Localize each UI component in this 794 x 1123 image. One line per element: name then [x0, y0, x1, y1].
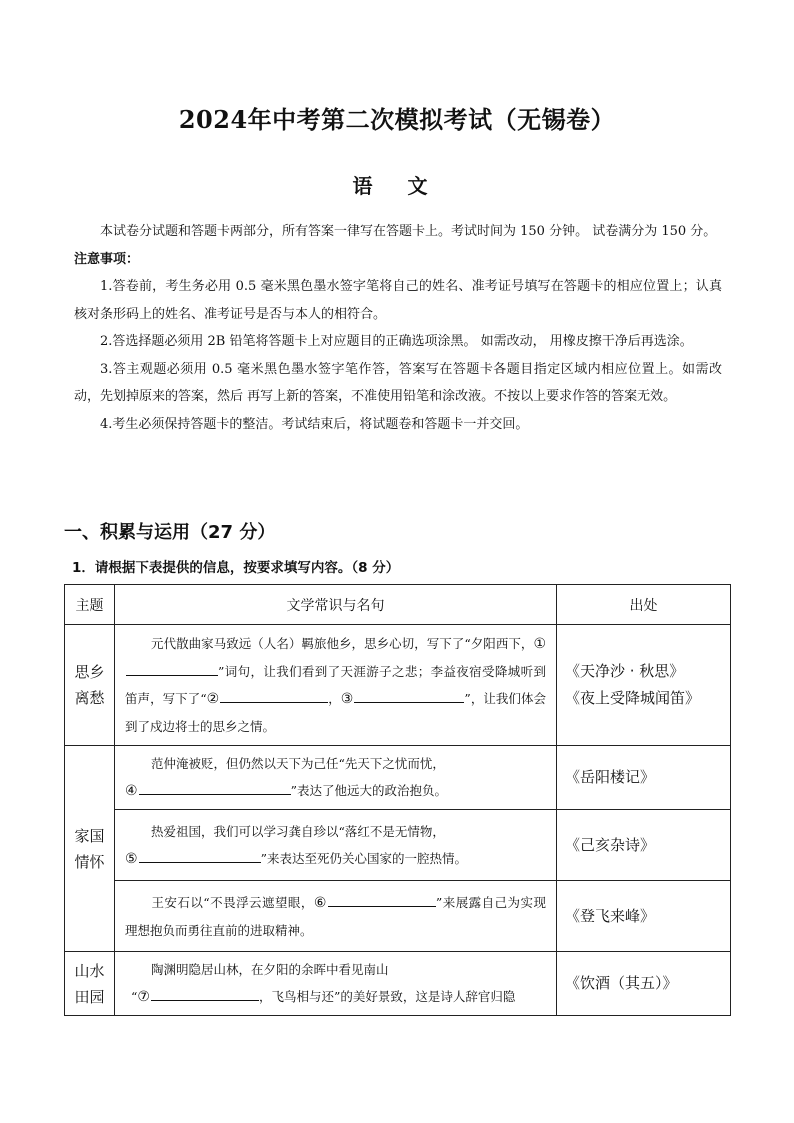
- theme-cell: [65, 952, 115, 1016]
- content-text: ，: [328, 691, 341, 706]
- blank-number: ⑦: [137, 989, 150, 1005]
- blank-number: ④: [125, 783, 138, 799]
- answer-blank-6[interactable]: [328, 892, 436, 907]
- question-title: 1．请根据下表提供的信息，按要求填写内容。（8 分）: [72, 560, 400, 576]
- answer-blank-7[interactable]: [151, 986, 259, 1001]
- notice-item: 3.答主观题必须用 0.5 毫米黑色墨水签字笔作答，答案写在答题卡各题目指定区域内相应位置上。如需改动，先划掉原来的答案，然后 再写上新的答案，不准使用铅笔和涂改液。不按以上要求作答的答案无效。: [74, 361, 722, 404]
- instructions: [74, 218, 722, 438]
- table-row: [65, 746, 731, 810]
- section-title: 一、积累与运用（27 分）: [64, 522, 276, 543]
- notice-item: 1.答卷前，考生务必用 0.5 毫米黑色墨水签字笔将自己的姓名、准考证号填写在答题卡的相应位置上；认真核对条形码上的姓名、准考证号是否与本人的相符合。: [74, 279, 722, 322]
- source-cell: [557, 625, 731, 746]
- column-header-theme: 主题: [65, 585, 115, 625]
- blank-number: ⑤: [125, 850, 138, 867]
- content-text: 王安石以“不畏浮云遮望眼，: [151, 894, 314, 910]
- content-text: ”来表达至死仍关心国家的一腔热情。: [260, 850, 467, 866]
- theme-label: 家国情怀: [74, 826, 105, 871]
- blank-number: ②: [206, 691, 220, 707]
- content-text: ”来展露自己为实现理想抱负而勇往直前的进取精神。: [125, 894, 546, 938]
- content-cell: [115, 810, 557, 881]
- intro-paragraph: 本试卷分试题和答题卡两部分，所有答案一律写在答题卡上。考试时间为 150 分钟。 试卷满分为 150 分。: [100, 224, 717, 239]
- blank-number: ①: [533, 636, 546, 652]
- content-text: ”表达了他远大的政治抱负。: [290, 783, 447, 798]
- answer-blank-2[interactable]: [220, 688, 328, 703]
- notice-title: 注意事项：: [74, 251, 140, 267]
- table-row: [65, 625, 731, 746]
- source-text: 《夜上受降城闻笛》: [565, 689, 701, 707]
- theme-label: 思乡离愁: [74, 663, 105, 707]
- source-text: 《饮酒（其五）》: [565, 974, 678, 992]
- content-text: 热爱祖国，我们可以学习龚自珍以“落红不是无情物，: [151, 823, 445, 839]
- exam-title: 2024年中考第二次模拟考试（无锡卷）: [178, 105, 616, 134]
- content-text: ”词句，让我们看到了天涯游子之悲；李益夜宿受降城听到笛声，写下了“: [125, 664, 546, 706]
- content-text: 元代散曲家马致远（人名）羁旅他乡，思乡心切，写下了“夕阳西下，: [151, 636, 534, 651]
- theme-cell: [65, 625, 115, 746]
- table-row: [65, 881, 731, 952]
- blank-number: ⑥: [313, 894, 327, 911]
- content-cell: [115, 746, 557, 810]
- content-cell: [115, 625, 557, 746]
- content-text: “: [131, 989, 138, 1004]
- blank-number: ③: [340, 691, 354, 707]
- notice-item: 4.考生必须保持答题卡的整洁。考试结束后，将试题卷和答题卡一并交回。: [100, 416, 529, 432]
- source-cell: [557, 746, 731, 810]
- column-header-content: 文学常识与名句: [115, 585, 557, 625]
- content-cell: [115, 952, 557, 1016]
- source-text: 《天净沙 · 秋思》: [565, 662, 685, 680]
- table-row: [65, 952, 731, 1016]
- answer-blank-1[interactable]: [126, 661, 218, 676]
- subject-title: 语 文: [352, 174, 442, 198]
- content-text: 范仲淹被贬，但仍然以天下为己任“先天下之忧而忧，: [151, 756, 445, 771]
- theme-cell: [65, 746, 115, 952]
- source-cell: [557, 952, 731, 1016]
- column-header-source: 出处: [557, 585, 731, 625]
- content-text: ”，让我们体会到了戍边将士的思乡之情。: [125, 691, 546, 734]
- content-cell: [115, 881, 557, 952]
- table-row: [65, 810, 731, 881]
- content-text: 陶渊明隐居山林，在夕阳的余晖中看见南山: [151, 962, 389, 977]
- source-cell: [557, 810, 731, 881]
- source-text: 《己亥杂诗》: [565, 835, 656, 854]
- source-text: 《登飞来峰》: [565, 906, 656, 925]
- question-table: [64, 584, 731, 1016]
- table-header-row: [65, 585, 731, 625]
- answer-blank-5[interactable]: [139, 848, 261, 863]
- answer-blank-4[interactable]: [139, 780, 291, 795]
- theme-label: 山水田园: [74, 961, 105, 1006]
- notice-item: 2.答选择题必须用 2B 铅笔将答题卡上对应题目的正确选项涂黑。 如需改动， 用橡皮擦干净后再选涂。: [100, 334, 693, 349]
- source-text: 《岳阳楼记》: [565, 768, 656, 786]
- answer-blank-3[interactable]: [354, 688, 464, 703]
- content-text: ，飞鸟相与还”的美好景致，这是诗人辞官归隐: [258, 989, 516, 1004]
- source-cell: [557, 881, 731, 952]
